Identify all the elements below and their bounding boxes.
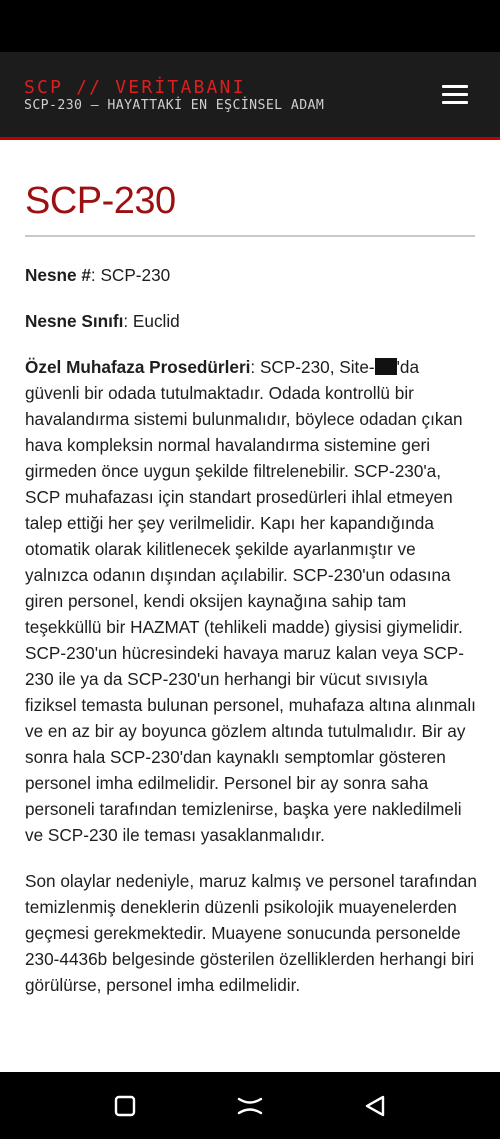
home-gesture-icon[interactable] bbox=[235, 1092, 265, 1120]
site-header bbox=[0, 52, 500, 140]
containment-procedures bbox=[25, 354, 477, 848]
procedures-text-start: : SCP-230, Site- bbox=[250, 357, 375, 377]
status-bar bbox=[0, 0, 500, 52]
system-navigation-bar bbox=[0, 1072, 500, 1139]
back-triangle-icon[interactable] bbox=[360, 1092, 390, 1120]
article-content bbox=[25, 143, 477, 998]
recents-square-icon[interactable] bbox=[110, 1092, 140, 1120]
redaction-block bbox=[375, 358, 397, 375]
site-subtitle: SCP-230 – HAYATTAKİ EN EŞCİNSEL ADAM bbox=[24, 98, 325, 113]
object-class-line bbox=[25, 308, 477, 334]
object-number-label: Nesne # bbox=[25, 265, 91, 285]
object-class-label: Nesne Sınıfı bbox=[25, 311, 124, 331]
procedures-text: 'da güvenli bir odada tutulmaktadır. Odada kontrollü bir havalandırma sistemi bulunmalıdır, böylece odadan çıkan hava kompleksin normal havalandırma sistemine geri girmeden önce uygun şekilde filtrelenebilir. SCP-230'a, SCP muhafazası için standart prosedürleri ihlal etmeyen talep ettiği her şey verilmelidir. Kapı her kapandığında otomatik olarak kilitlenecek şekilde ayarlanmıştır ve yalnızca odanın dışından açılabilir. SCP-230'un odasına giren personel, kendi oksijen kaynağına sahip tam teşekküllü bir HAZMAT (tehlikeli madde) giysisi giymelidir. SCP-230'un hücresindeki havaya maruz kalan veya SCP-230 ile ya da SCP-230'un herhangi bir vücut sıvısıyla fiziksel temasta bulunan personel, muhafaza altına alınmalı ve en az bir ay boyunca gözlem altında tutulmalıdır. Bir ay sonra hala SCP-230'dan kaynaklı semptomlar gösteren personel imha edilmelidir. Personel bir ay sonra saha personeli tarafından temizlenirse, başka yere nakledilmeli ve SCP-230 ile teması yasaklanmalıdır. bbox=[25, 357, 476, 845]
object-number-value: : SCP-230 bbox=[90, 265, 171, 285]
site-title[interactable]: SCP // VERİTABANI bbox=[24, 77, 246, 98]
object-number-line bbox=[25, 262, 477, 288]
additional-procedures: Son olaylar nedeniyle, maruz kalmış ve personel tarafından temizlenmiş deneklerin düzenli psikolojik muayenelerden geçmesi gerekmektedir. Muayene sonucunda personelde 230-4436b belgesinde gösterilen özelliklerden herhangi biri görülürse, personel imha edilmelidir. bbox=[25, 871, 477, 995]
object-class-value: : Euclid bbox=[123, 311, 180, 331]
page-title: SCP-230 bbox=[25, 180, 176, 222]
title-divider bbox=[25, 235, 475, 237]
hamburger-menu-icon[interactable] bbox=[440, 85, 470, 107]
procedures-label: Özel Muhafaza Prosedürleri bbox=[25, 357, 251, 377]
